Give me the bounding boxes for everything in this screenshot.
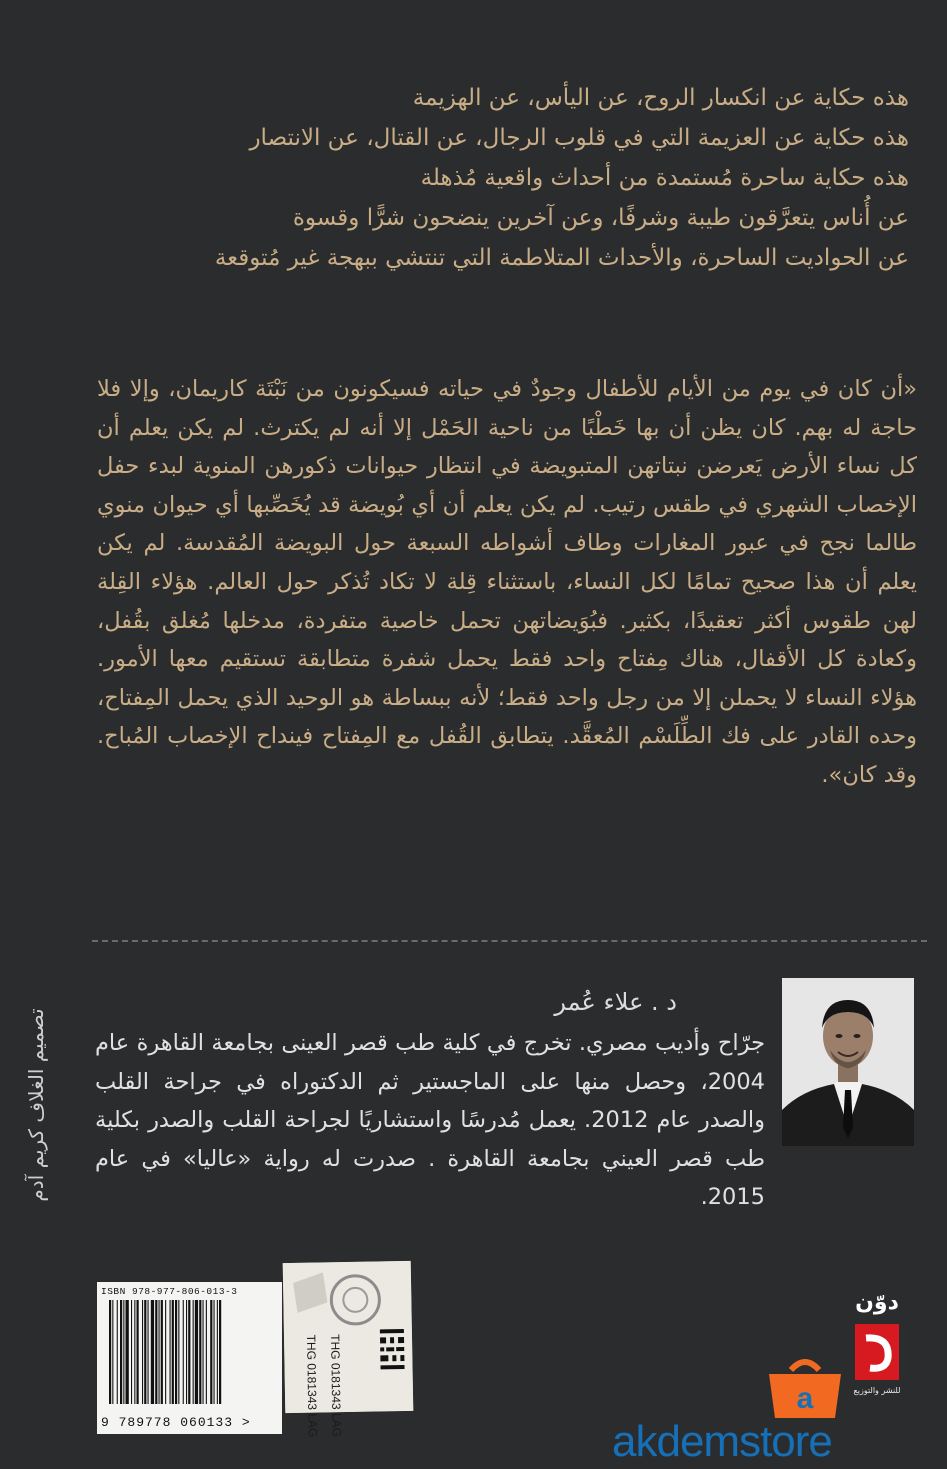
store-watermark: akdemstore [612, 1417, 832, 1466]
barcode-bars [107, 1300, 272, 1408]
cover-design-credit-text: تصميم الغلاف كريم آدم [24, 1008, 48, 1202]
book-excerpt: «أن كان في يوم من الأيام للأطفال وجودٌ في حياته فسيكونون من نَبْتَة كاريمان، وإلا فلا حاجة له بهم. كان يظن أن بها خَطْبًا من ناحية الحَمْل إلا أنه لم يكترث. لم يكن يعلم أن كل نساء الأرض يَعرضن نبتاتهن المتبويضة في انتظار حيوانات ذكورهن المنوية لبدء حفل الإخصاب الشهري في طقس رتيب. لم يكن يعلم أن أي بُويضة قد يُخَصِّبها أي حيوان منوي طالما نجح في عبور المغارات وطاف أشواطه السبعة حول البويضة المُقدسة. لم يكن يعلم أن هذا صحيح تمامًا لكل النساء، باستثناء قِلة لا تكاد تُذكر حول العالم. هؤلاء القِلة لهن طقوس أكثر تعقيدًا، بكثير. فبُوَيضاتهن تحمل خاصية متفردة، مدخلها مُغلق بقُفل، وكعادة كل الأقفال، هناك مِفتاح واحد فقط يحمل شفرة متطابقة تستقيم معها الأمور. هؤلاء النساء لا يحملن إلا من رجل واحد فقط؛ لأنه ببساطة هو الوحيد الذي يحمل المِفتاح، وحده القادر على فك الطِّلَسْم المُعقَّد. يتطابق القُفل مع المِفتاح فينداح الإخصاب المُباح. وقد كان». [97, 376, 917, 788]
author-name: د . علاء عُمر [554, 988, 677, 1016]
tagline-block [79, 78, 909, 278]
publisher-name: دوّن [855, 1290, 899, 1315]
store-sticker [283, 1261, 414, 1438]
publisher-subtitle: للنشر والتوزيع [853, 1386, 901, 1395]
dashed-divider [92, 940, 927, 942]
svg-text:a: a [796, 1382, 814, 1415]
isbn-digits: 9 789778 060133 > [101, 1415, 251, 1430]
cover-design-credit [6, 940, 66, 1270]
sticker-code-2: THG 0181343 LAG [303, 1334, 320, 1438]
tagline-line: هذه حكاية ساحرة مُستمدة من أحداث واقعية مُذهلة [420, 165, 909, 191]
tagline-line: هذه حكاية عن انكسار الروح، عن اليأس، عن الهزيمة [412, 85, 909, 111]
tagline-line: عن أُناس يتعرَّقون طيبة وشرفًا، وعن آخرين ينضحون شرًّا وقسوة [292, 205, 909, 231]
sticker-graphic [283, 1261, 414, 1413]
tagline-line: هذه حكاية عن العزيمة التي في قلوب الرجال، عن القتال، عن الانتصار [249, 125, 909, 151]
publisher-logo [846, 1282, 908, 1406]
isbn-label: ISBN 978-977-806-013-3 [101, 1286, 238, 1297]
tagline-line: عن الحواديت الساحرة، والأحداث المتلاطمة التي تنتشي ببهجة غير مُتوقعة [214, 245, 909, 271]
sticker-code-1: THG 0181343 LAG [327, 1334, 344, 1438]
shopping-bag-icon [765, 1352, 845, 1420]
author-photo [782, 978, 914, 1146]
author-bio: جرّاح وأديب مصري. تخرج في كلية طب قصر العينى بجامعة القاهرة عام 2004، وحصل منها على الماجستير ثم الدكتوراه في جراحة القلب والصدر عام 2012. يعمل مُدرسًا واستشاريًا لجراحة القلب والصدر بكلية طب قصر العيني بجامعة القاهرة . صدرت له رواية «عاليا» في عام 2015. [95, 1030, 765, 1210]
isbn-barcode [97, 1282, 282, 1434]
